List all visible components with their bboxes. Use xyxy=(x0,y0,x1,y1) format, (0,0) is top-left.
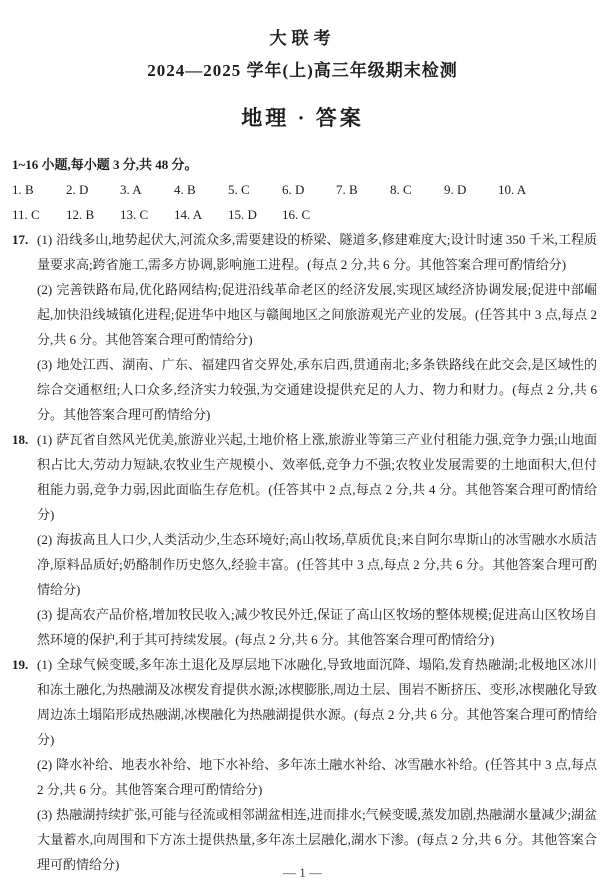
part-text: 萨瓦省自然风光优美,旅游业兴起,土地价格上涨,旅游业等第三产业付租能力强,竞争力强;山地面积占比大,劳动力短缺,农牧业生产规模小、效率低,竞争力不强;农牧业发展需要的土地面积大,但付租能力弱,竞争力弱,因此面临生存危机。(任答其中 2 点,每点 2 分,共 4 分。其他答案合理可酌情给分) xyxy=(37,432,597,522)
part-label: (3) xyxy=(37,357,53,372)
question-19 xyxy=(8,652,597,877)
mcq-answer-3: 3. A xyxy=(120,182,142,197)
exam-name: 大联考 xyxy=(269,29,336,48)
question-18-part-2 xyxy=(37,527,597,602)
question-17 xyxy=(8,227,597,427)
part-label: (2) xyxy=(37,282,53,297)
part-text: 提高农产品价格,增加牧民收入;减少牧民外迁,保证了高山区牧场的整体规模;促进高山区牧场自然环境的保护,利于其可持续发展。(每点 2 分,共 6 分。其他答案合理可酌情给分) xyxy=(37,607,597,647)
mcq-answer-grid xyxy=(12,177,552,227)
mcq-answer-4: 4. B xyxy=(174,182,196,197)
part-label: (1) xyxy=(37,232,53,247)
question-17-part-3 xyxy=(37,352,597,427)
mcq-answer-2: 2. D xyxy=(66,182,89,197)
question-18-part-1 xyxy=(37,427,597,527)
question-19-number: 19. xyxy=(12,657,29,672)
question-19-part-1 xyxy=(37,652,597,752)
question-19-part-2 xyxy=(37,752,597,802)
mcq-answer-8: 8. C xyxy=(390,182,412,197)
part-label: (3) xyxy=(37,607,53,622)
mcq-answer-5: 5. C xyxy=(228,182,250,197)
question-17-number: 17. xyxy=(12,232,29,247)
mcq-scoring-note: 1~16 小题,每小题 3 分,共 48 分。 xyxy=(12,157,198,172)
part-label: (3) xyxy=(37,807,53,822)
part-label: (2) xyxy=(37,532,53,547)
mcq-answer-15: 15. D xyxy=(228,207,257,222)
question-18 xyxy=(8,427,597,652)
question-18-number: 18. xyxy=(12,432,29,447)
part-text: 完善铁路布局,优化路网结构;促进沿线革命老区的经济发展,实现区域经济协调发展;促进中部崛起,加快沿线城镇化进程;促进华中地区与赣闽地区之间旅游观光产业的发展。(任答其中 3 点,每点 2 分,共 6 分。其他答案合理可酌情给分) xyxy=(37,282,597,347)
mcq-answer-16: 16. C xyxy=(282,207,311,222)
document-header xyxy=(0,0,605,132)
question-18-part-3 xyxy=(37,602,597,652)
mcq-answer-9: 9. D xyxy=(444,182,467,197)
mcq-answer-14: 14. A xyxy=(174,207,203,222)
answer-content xyxy=(8,152,597,877)
part-label: (2) xyxy=(37,757,53,772)
page-title: 地理 · 答案 xyxy=(241,106,364,130)
mcq-answer-7: 7. B xyxy=(336,182,358,197)
part-text: 热融湖持续扩张,可能与径流或相邻湖盆相连,进而排水;气候变暖,蒸发加剧,热融湖水量减少;湖盆大量蓄水,向周围和下方冻土提供热量,多年冻土层融化,湖水下渗。(每点 2 分,共 6 分。其他答案合理可酌情给分) xyxy=(37,807,597,872)
mcq-answer-1: 1. B xyxy=(12,182,34,197)
part-text: 降水补给、地表水补给、地下水补给、多年冻土融水补给、冰雪融水补给。(任答其中 3 点,每点 2 分,共 6 分。其他答案合理可酌情给分) xyxy=(37,757,597,797)
mcq-answer-6: 6. D xyxy=(282,182,305,197)
part-label: (1) xyxy=(37,657,53,672)
part-label: (1) xyxy=(37,432,53,447)
mcq-answer-11: 11. C xyxy=(12,207,40,222)
page-number: — 1 — xyxy=(283,865,322,880)
part-text: 海拔高且人口少,人类活动少,生态环境好;高山牧场,草质优良;来自阿尔卑斯山的冰雪融水水质洁净,原料品质好;奶酪制作历史悠久,经验丰富。(任答其中 3 点,每点 2 分,共 6 分。其他答案合理可酌情给分) xyxy=(37,532,597,597)
mcq-answer-12: 12. B xyxy=(66,207,95,222)
question-17-part-1 xyxy=(37,227,597,277)
part-text: 沿线多山,地势起伏大,河流众多,需要建设的桥梁、隧道多,修建难度大;设计时速 350 千米,工程质量要求高;跨省施工,需多方协调,影响施工进程。(每点 2 分,共 6 分。其他答案合理可酌情给分) xyxy=(37,232,597,272)
mcq-answer-10: 10. A xyxy=(498,182,527,197)
part-text: 全球气候变暖,多年冻土退化及厚层地下冰融化,导致地面沉降、塌陷,发育热融湖;北极地区冰川和冻土融化,为热融湖及冰楔发育提供水源;冰楔膨胀,周边土层、围岩不断挤压、变形,冰楔融化导致周边冻土塌陷形成热融湖,冰楔融化为热融湖提供水源。(每点 2 分,共 6 分。其他答案合理可酌情给分) xyxy=(37,657,597,747)
question-17-part-2 xyxy=(37,277,597,352)
exam-subtitle: 2024—2025 学年(上)高三年级期末检测 xyxy=(147,61,458,80)
part-text: 地处江西、湖南、广东、福建四省交界处,承东启西,贯通南北;多条铁路线在此交会,是区域性的综合交通枢纽;人口众多,经济实力较强,为交通建设提供充足的人力、物力和财力。(每点 2 分,共 6 分。其他答案合理可酌情给分) xyxy=(37,357,597,422)
mcq-answer-13: 13. C xyxy=(120,207,149,222)
